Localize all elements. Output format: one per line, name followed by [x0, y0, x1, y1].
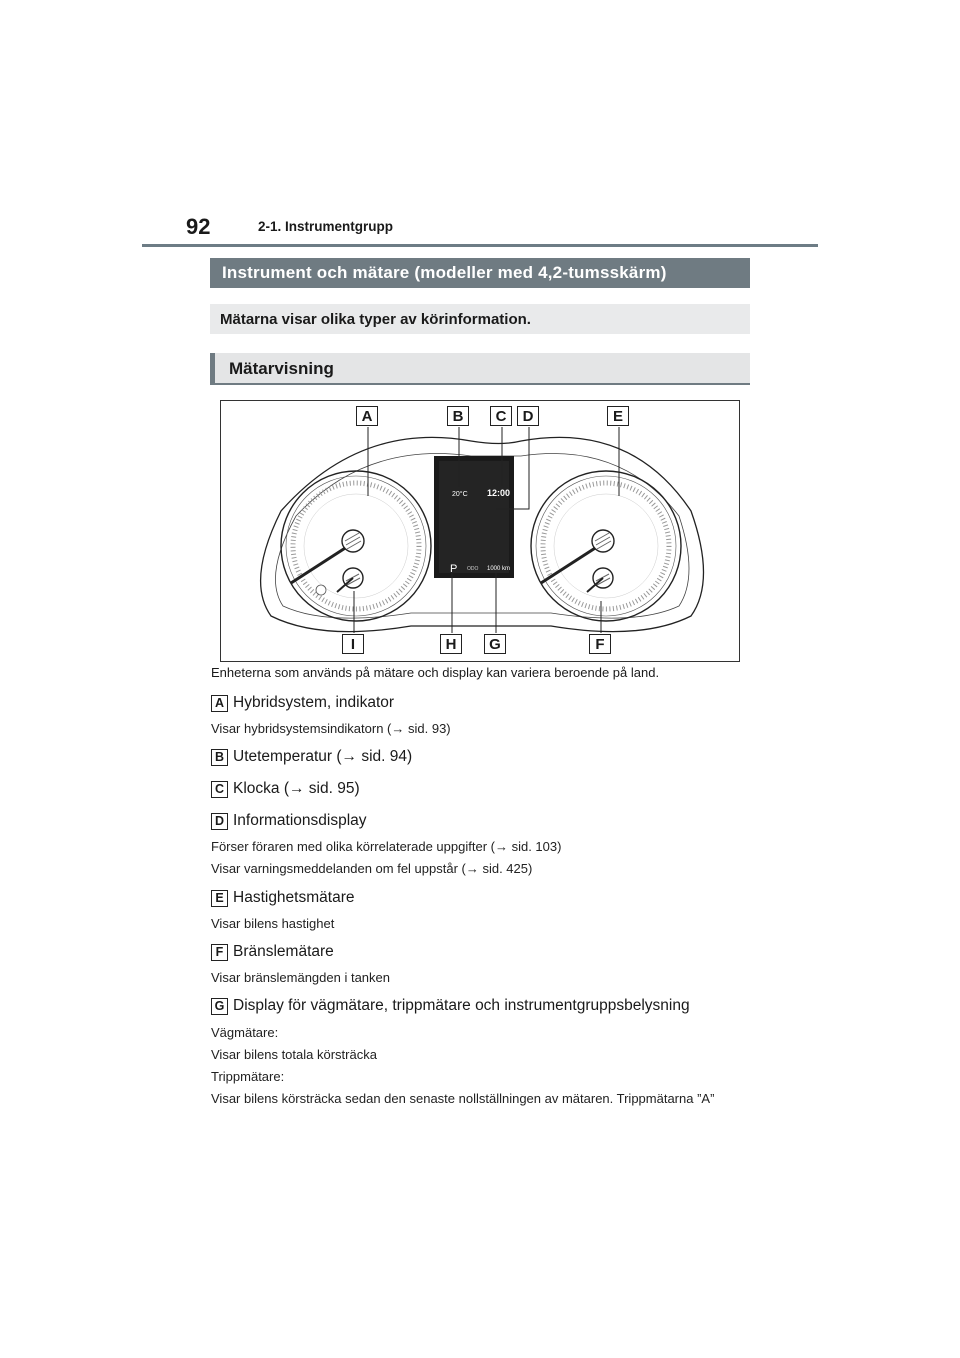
callout-c: C [490, 406, 512, 426]
item-badge: F [211, 944, 228, 961]
list-item-e [211, 889, 354, 907]
item-badge: A [211, 695, 228, 712]
item-title: Hybridsystem, indikator [233, 694, 395, 711]
page-number: 92 [186, 214, 211, 239]
item-title: Bränslemätare [233, 943, 334, 960]
item-title: Hastighetsmätare [233, 889, 355, 906]
display-clock: 12:00 [487, 488, 511, 498]
display-gear: P [450, 563, 458, 575]
item-badge: B [211, 749, 228, 766]
banner-text: Instrument och mätare (modeller med 4,2-tumsskärm) [222, 263, 667, 282]
list-item-b [211, 748, 412, 766]
item-description: Visar varningsmeddelanden om fel uppstår (→ sid. 425) [211, 861, 533, 876]
instrument-figure [220, 400, 740, 662]
item-description: Visar bilens hastighet [211, 916, 335, 931]
callout-a: A [356, 406, 378, 426]
item-badge: D [211, 813, 228, 830]
item-description: Vägmätare: [211, 1025, 279, 1040]
list-item-f [211, 943, 334, 961]
callout-f: F [589, 634, 611, 654]
item-description: Visar hybridsystemsindikatorn (→ sid. 93) [211, 721, 451, 736]
item-description: Visar bilens körsträcka sedan den senaste nollställningen av mätaren. Trippmätarna ”A” [211, 1091, 715, 1106]
section-banner [210, 258, 750, 288]
callout-h: H [440, 634, 462, 654]
list-item-d [211, 812, 367, 830]
item-badge: G [211, 998, 228, 1015]
hybrid-indicator-gauge [281, 471, 431, 621]
callout-b: B [447, 406, 469, 426]
units-note: Enheterna som används på mätare och display kan variera beroende på land. [211, 665, 660, 680]
chapter-title: 2-1. Instrumentgrupp [258, 219, 394, 234]
item-title: Utetemperatur (→ sid. 94) [233, 748, 413, 765]
list-item-c [211, 780, 360, 798]
list-item-g [211, 997, 690, 1015]
callout-d: D [517, 406, 539, 426]
item-description: Trippmätare: [211, 1069, 285, 1084]
item-title: Display för vägmätare, trippmätare och instrumentgruppsbelysning [233, 997, 690, 1014]
intro-box [210, 304, 750, 334]
item-description: Visar bilens totala körsträcka [211, 1047, 377, 1062]
item-badge: E [211, 890, 228, 907]
item-description: Visar bränslemängden i tanken [211, 970, 390, 985]
callout-i: I [342, 634, 364, 654]
subsection-heading [210, 353, 750, 385]
item-title: Klocka (→ sid. 95) [233, 780, 360, 797]
display-odometer-value: 1000 km [487, 566, 511, 572]
callout-g: G [484, 634, 506, 654]
item-title: Informationsdisplay [233, 812, 367, 829]
list-item-a [211, 694, 394, 712]
subsection-text: Mätarvisning [229, 359, 334, 378]
callout-e: E [607, 406, 629, 426]
display-temperature: 20°C [452, 491, 468, 498]
item-badge: C [211, 781, 228, 798]
item-description: Förser föraren med olika körrelaterade uppgifter (→ sid. 103) [211, 839, 562, 854]
intro-text: Mätarna visar olika typer av körinformation. [220, 310, 531, 328]
instrument-cluster-illustration [221, 401, 739, 661]
header-rule [142, 244, 818, 247]
display-odometer-label: ODO [467, 566, 479, 572]
